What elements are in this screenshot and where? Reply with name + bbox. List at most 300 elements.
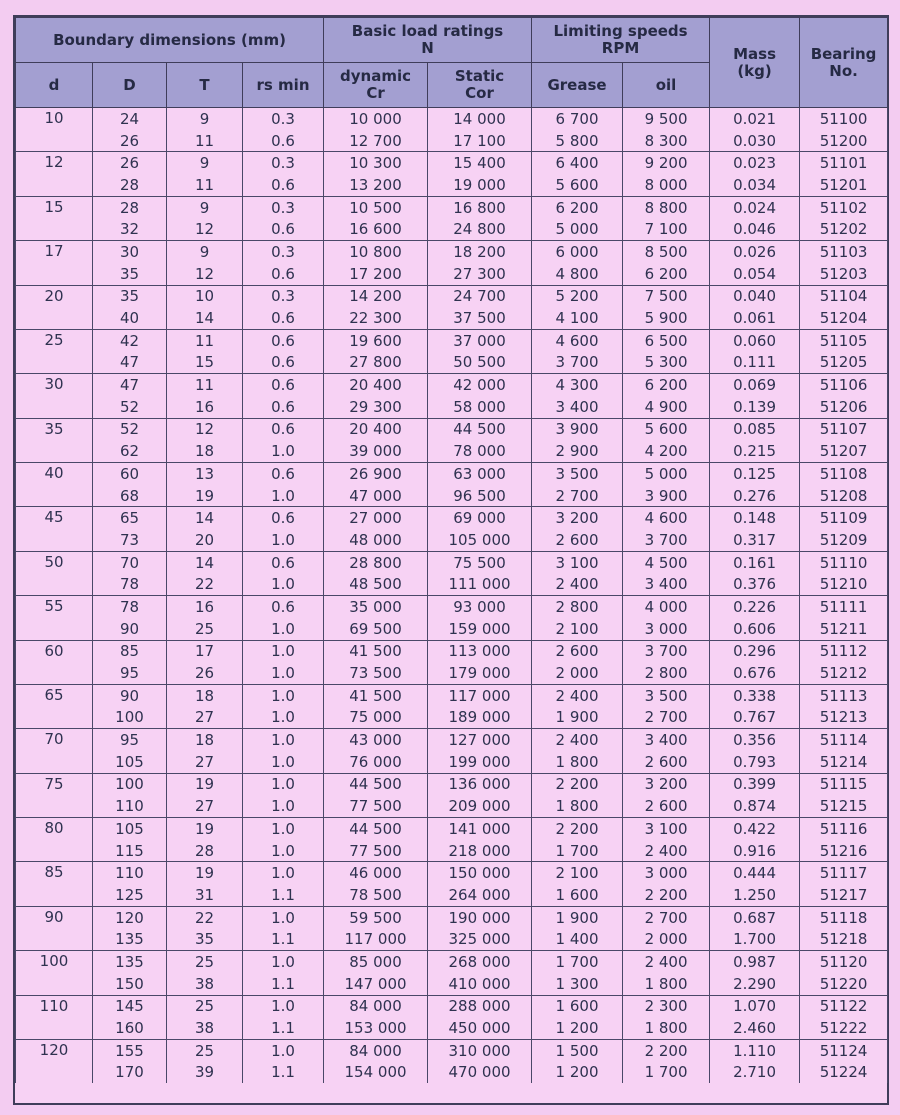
cell-static-rating: 190 000 (428, 906, 532, 928)
cell-dynamic-rating: 10 300 (324, 152, 428, 174)
cell-outer-diameter: 78 (93, 573, 167, 595)
cell-static-rating: 14 000 (428, 108, 532, 130)
cell-height: 9 (167, 152, 243, 174)
cell-static-rating: 325 000 (428, 928, 532, 950)
cell-mass: 0.139 (710, 396, 800, 418)
table-row (16, 463, 888, 485)
cell-mass: 0.276 (710, 485, 800, 507)
cell-rs-min: 1.0 (243, 729, 324, 751)
cell-oil-speed: 8 800 (623, 196, 710, 218)
cell-rs-min: 1.1 (243, 884, 324, 906)
cell-rs-min: 1.0 (243, 662, 324, 684)
header-dynamic-title: dynamic (340, 67, 411, 85)
cell-height: 18 (167, 684, 243, 706)
cell-rs-min: 1.0 (243, 906, 324, 928)
header-d: d (16, 63, 93, 108)
cell-oil-speed: 3 400 (623, 729, 710, 751)
cell-outer-diameter: 160 (93, 1017, 167, 1039)
cell-dynamic-rating: 77 500 (324, 840, 428, 862)
cell-height: 25 (167, 1039, 243, 1061)
cell-bearing-number: 51113 (800, 684, 888, 706)
cell-bearing-number: 51201 (800, 174, 888, 196)
cell-grease-speed: 2 400 (532, 729, 623, 751)
table-row (16, 795, 888, 817)
cell-static-rating: 150 000 (428, 862, 532, 884)
cell-bearing-number: 51214 (800, 751, 888, 773)
table-row (16, 751, 888, 773)
header-grease: Grease (532, 63, 623, 108)
cell-mass: 0.069 (710, 374, 800, 396)
cell-bearing-number: 51202 (800, 218, 888, 240)
cell-static-rating: 136 000 (428, 773, 532, 795)
cell-dynamic-rating: 27 000 (324, 507, 428, 529)
cell-mass: 0.024 (710, 196, 800, 218)
table-header (16, 18, 888, 108)
cell-mass: 0.226 (710, 596, 800, 618)
cell-bearing-number: 51209 (800, 529, 888, 551)
cell-oil-speed: 2 600 (623, 795, 710, 817)
cell-dynamic-rating: 48 500 (324, 573, 428, 595)
cell-height: 22 (167, 573, 243, 595)
cell-grease-speed: 3 200 (532, 507, 623, 529)
cell-grease-speed: 4 300 (532, 374, 623, 396)
cell-oil-speed: 4 600 (623, 507, 710, 529)
cell-outer-diameter: 95 (93, 729, 167, 751)
cell-dynamic-rating: 44 500 (324, 773, 428, 795)
cell-mass: 0.030 (710, 130, 800, 152)
table-row (16, 640, 888, 662)
cell-rs-min: 0.6 (243, 263, 324, 285)
cell-bearing-number: 51104 (800, 285, 888, 307)
cell-grease-speed: 2 400 (532, 573, 623, 595)
cell-outer-diameter: 35 (93, 285, 167, 307)
cell-outer-diameter: 90 (93, 618, 167, 640)
cell-bearing-number: 51215 (800, 795, 888, 817)
cell-mass: 0.125 (710, 463, 800, 485)
cell-height: 31 (167, 884, 243, 906)
header-basic-load-ratings (324, 18, 532, 63)
cell-bore-d: 65 (16, 684, 93, 728)
cell-bearing-number: 51109 (800, 507, 888, 529)
cell-rs-min: 1.1 (243, 1017, 324, 1039)
table-row (16, 174, 888, 196)
cell-outer-diameter: 155 (93, 1039, 167, 1061)
cell-bearing-number: 51106 (800, 374, 888, 396)
header-speed-unit: RPM (601, 39, 640, 57)
cell-bearing-number: 51217 (800, 884, 888, 906)
cell-static-rating: 111 000 (428, 573, 532, 595)
table-row (16, 108, 888, 130)
cell-oil-speed: 3 100 (623, 818, 710, 840)
cell-static-rating: 105 000 (428, 529, 532, 551)
cell-static-rating: 199 000 (428, 751, 532, 773)
cell-rs-min: 0.6 (243, 218, 324, 240)
table-row (16, 418, 888, 440)
cell-mass: 0.793 (710, 751, 800, 773)
cell-mass: 0.061 (710, 307, 800, 329)
cell-outer-diameter: 26 (93, 130, 167, 152)
cell-oil-speed: 3 500 (623, 684, 710, 706)
cell-bearing-number: 51108 (800, 463, 888, 485)
cell-mass: 0.215 (710, 440, 800, 462)
cell-rs-min: 1.0 (243, 640, 324, 662)
cell-dynamic-rating: 69 500 (324, 618, 428, 640)
cell-height: 12 (167, 218, 243, 240)
cell-oil-speed: 7 500 (623, 285, 710, 307)
cell-bearing-number: 51122 (800, 995, 888, 1017)
cell-oil-speed: 7 100 (623, 218, 710, 240)
header-mass-unit: (kg) (737, 61, 772, 80)
cell-oil-speed: 5 300 (623, 352, 710, 374)
cell-grease-speed: 1 500 (532, 1039, 623, 1061)
table-row (16, 618, 888, 640)
header-height: T (167, 63, 243, 108)
table-row (16, 263, 888, 285)
cell-rs-min: 0.6 (243, 352, 324, 374)
cell-static-rating: 16 800 (428, 196, 532, 218)
cell-bearing-number: 51117 (800, 862, 888, 884)
table-row (16, 773, 888, 795)
cell-bearing-number: 51212 (800, 662, 888, 684)
cell-bore-d: 120 (16, 1039, 93, 1083)
cell-dynamic-rating: 27 800 (324, 352, 428, 374)
cell-height: 25 (167, 618, 243, 640)
cell-static-rating: 18 200 (428, 241, 532, 263)
cell-bearing-number: 51107 (800, 418, 888, 440)
cell-dynamic-rating: 20 400 (324, 374, 428, 396)
cell-rs-min: 1.0 (243, 440, 324, 462)
cell-mass: 0.874 (710, 795, 800, 817)
cell-dynamic-rating: 22 300 (324, 307, 428, 329)
table-row (16, 906, 888, 928)
cell-outer-diameter: 150 (93, 973, 167, 995)
cell-rs-min: 1.0 (243, 951, 324, 973)
table-body (16, 108, 888, 1084)
cell-oil-speed: 4 500 (623, 551, 710, 573)
cell-height: 14 (167, 551, 243, 573)
cell-dynamic-rating: 43 000 (324, 729, 428, 751)
cell-outer-diameter: 110 (93, 862, 167, 884)
cell-grease-speed: 5 800 (532, 130, 623, 152)
cell-static-rating: 218 000 (428, 840, 532, 862)
header-load-title: Basic load ratings (351, 22, 504, 40)
cell-outer-diameter: 120 (93, 906, 167, 928)
cell-dynamic-rating: 10 500 (324, 196, 428, 218)
cell-outer-diameter: 62 (93, 440, 167, 462)
cell-bore-d: 30 (16, 374, 93, 418)
cell-rs-min: 1.0 (243, 618, 324, 640)
cell-height: 16 (167, 596, 243, 618)
cell-bearing-number: 51207 (800, 440, 888, 462)
cell-oil-speed: 3 000 (623, 862, 710, 884)
cell-height: 18 (167, 729, 243, 751)
cell-static-rating: 410 000 (428, 973, 532, 995)
bearing-spec-table (15, 17, 888, 1083)
cell-height: 17 (167, 640, 243, 662)
cell-height: 9 (167, 108, 243, 130)
cell-mass: 0.161 (710, 551, 800, 573)
cell-oil-speed: 6 200 (623, 263, 710, 285)
cell-static-rating: 96 500 (428, 485, 532, 507)
cell-grease-speed: 3 400 (532, 396, 623, 418)
table-row (16, 352, 888, 374)
cell-dynamic-rating: 46 000 (324, 862, 428, 884)
cell-oil-speed: 3 700 (623, 640, 710, 662)
cell-dynamic-rating: 41 500 (324, 684, 428, 706)
cell-height: 14 (167, 307, 243, 329)
cell-dynamic-rating: 29 300 (324, 396, 428, 418)
cell-bearing-number: 51103 (800, 241, 888, 263)
cell-rs-min: 0.6 (243, 463, 324, 485)
cell-dynamic-rating: 48 000 (324, 529, 428, 551)
header-static (428, 63, 532, 108)
cell-outer-diameter: 68 (93, 485, 167, 507)
cell-grease-speed: 6 400 (532, 152, 623, 174)
cell-static-rating: 127 000 (428, 729, 532, 751)
cell-grease-speed: 2 200 (532, 773, 623, 795)
cell-height: 12 (167, 418, 243, 440)
cell-oil-speed: 8 000 (623, 174, 710, 196)
cell-rs-min: 0.3 (243, 196, 324, 218)
cell-rs-min: 1.0 (243, 529, 324, 551)
cell-outer-diameter: 100 (93, 773, 167, 795)
cell-outer-diameter: 70 (93, 551, 167, 573)
cell-static-rating: 117 000 (428, 684, 532, 706)
table-row (16, 285, 888, 307)
cell-rs-min: 1.0 (243, 795, 324, 817)
cell-outer-diameter: 32 (93, 218, 167, 240)
cell-outer-diameter: 145 (93, 995, 167, 1017)
cell-outer-diameter: 65 (93, 507, 167, 529)
cell-static-rating: 189 000 (428, 707, 532, 729)
cell-mass: 0.296 (710, 640, 800, 662)
cell-mass: 0.148 (710, 507, 800, 529)
cell-static-rating: 470 000 (428, 1062, 532, 1084)
cell-mass: 1.110 (710, 1039, 800, 1061)
header-mass (710, 18, 800, 108)
cell-outer-diameter: 35 (93, 263, 167, 285)
cell-grease-speed: 2 800 (532, 596, 623, 618)
cell-bearing-number: 51206 (800, 396, 888, 418)
cell-oil-speed: 2 600 (623, 751, 710, 773)
cell-mass: 0.111 (710, 352, 800, 374)
cell-rs-min: 0.6 (243, 396, 324, 418)
table-row (16, 329, 888, 351)
cell-rs-min: 0.6 (243, 374, 324, 396)
cell-grease-speed: 4 600 (532, 329, 623, 351)
cell-bore-d: 85 (16, 862, 93, 906)
cell-static-rating: 78 000 (428, 440, 532, 462)
cell-grease-speed: 1 600 (532, 884, 623, 906)
cell-oil-speed: 2 300 (623, 995, 710, 1017)
cell-grease-speed: 2 100 (532, 862, 623, 884)
cell-outer-diameter: 52 (93, 396, 167, 418)
cell-rs-min: 0.3 (243, 152, 324, 174)
cell-grease-speed: 1 900 (532, 707, 623, 729)
cell-oil-speed: 4 000 (623, 596, 710, 618)
table-row (16, 573, 888, 595)
cell-dynamic-rating: 44 500 (324, 818, 428, 840)
cell-outer-diameter: 40 (93, 307, 167, 329)
cell-outer-diameter: 105 (93, 818, 167, 840)
cell-mass: 0.687 (710, 906, 800, 928)
table-row (16, 307, 888, 329)
cell-oil-speed: 9 200 (623, 152, 710, 174)
cell-outer-diameter: 105 (93, 751, 167, 773)
cell-bearing-number: 51116 (800, 818, 888, 840)
cell-bearing-number: 51204 (800, 307, 888, 329)
cell-mass: 0.338 (710, 684, 800, 706)
cell-rs-min: 1.0 (243, 995, 324, 1017)
cell-bore-d: 90 (16, 906, 93, 950)
cell-grease-speed: 3 900 (532, 418, 623, 440)
cell-bore-d: 20 (16, 285, 93, 329)
cell-rs-min: 0.6 (243, 596, 324, 618)
cell-height: 14 (167, 507, 243, 529)
cell-dynamic-rating: 41 500 (324, 640, 428, 662)
cell-grease-speed: 1 800 (532, 751, 623, 773)
cell-dynamic-rating: 147 000 (324, 973, 428, 995)
cell-rs-min: 1.0 (243, 707, 324, 729)
header-mass-title: Mass (733, 44, 776, 63)
cell-height: 9 (167, 241, 243, 263)
table-row (16, 152, 888, 174)
cell-static-rating: 450 000 (428, 1017, 532, 1039)
cell-grease-speed: 6 200 (532, 196, 623, 218)
cell-bore-d: 110 (16, 995, 93, 1039)
cell-dynamic-rating: 16 600 (324, 218, 428, 240)
cell-grease-speed: 1 800 (532, 795, 623, 817)
cell-static-rating: 50 500 (428, 352, 532, 374)
cell-bore-d: 15 (16, 196, 93, 240)
cell-static-rating: 93 000 (428, 596, 532, 618)
cell-oil-speed: 4 200 (623, 440, 710, 462)
cell-static-rating: 44 500 (428, 418, 532, 440)
cell-height: 11 (167, 130, 243, 152)
cell-mass: 0.040 (710, 285, 800, 307)
cell-bearing-number: 51222 (800, 1017, 888, 1039)
cell-static-rating: 37 500 (428, 307, 532, 329)
cell-dynamic-rating: 85 000 (324, 951, 428, 973)
cell-grease-speed: 2 200 (532, 818, 623, 840)
cell-outer-diameter: 73 (93, 529, 167, 551)
cell-rs-min: 1.0 (243, 773, 324, 795)
table-row (16, 130, 888, 152)
table-row (16, 884, 888, 906)
cell-grease-speed: 3 100 (532, 551, 623, 573)
cell-bearing-number: 51216 (800, 840, 888, 862)
cell-oil-speed: 2 200 (623, 884, 710, 906)
cell-mass: 1.070 (710, 995, 800, 1017)
cell-mass: 1.700 (710, 928, 800, 950)
cell-dynamic-rating: 78 500 (324, 884, 428, 906)
cell-rs-min: 1.0 (243, 485, 324, 507)
cell-bearing-number: 51118 (800, 906, 888, 928)
cell-oil-speed: 2 700 (623, 906, 710, 928)
cell-dynamic-rating: 28 800 (324, 551, 428, 573)
header-boundary-dimensions: Boundary dimensions (mm) (16, 18, 324, 63)
table-row (16, 684, 888, 706)
cell-outer-diameter: 115 (93, 840, 167, 862)
cell-grease-speed: 1 900 (532, 906, 623, 928)
cell-mass: 0.767 (710, 707, 800, 729)
cell-static-rating: 24 700 (428, 285, 532, 307)
cell-oil-speed: 1 700 (623, 1062, 710, 1084)
cell-grease-speed: 5 200 (532, 285, 623, 307)
cell-rs-min: 0.6 (243, 418, 324, 440)
cell-dynamic-rating: 76 000 (324, 751, 428, 773)
cell-bore-d: 55 (16, 596, 93, 640)
cell-rs-min: 1.0 (243, 751, 324, 773)
cell-height: 27 (167, 751, 243, 773)
cell-static-rating: 37 000 (428, 329, 532, 351)
cell-static-rating: 42 000 (428, 374, 532, 396)
bearing-table-frame (13, 15, 889, 1105)
cell-bearing-number: 51102 (800, 196, 888, 218)
cell-dynamic-rating: 39 000 (324, 440, 428, 462)
cell-height: 11 (167, 329, 243, 351)
cell-bearing-number: 51101 (800, 152, 888, 174)
cell-rs-min: 0.6 (243, 174, 324, 196)
cell-static-rating: 69 000 (428, 507, 532, 529)
cell-dynamic-rating: 75 000 (324, 707, 428, 729)
cell-mass: 0.916 (710, 840, 800, 862)
cell-oil-speed: 3 000 (623, 618, 710, 640)
table-row (16, 1039, 888, 1061)
cell-oil-speed: 1 800 (623, 973, 710, 995)
cell-bore-d: 12 (16, 152, 93, 196)
cell-oil-speed: 3 700 (623, 529, 710, 551)
cell-bore-d: 45 (16, 507, 93, 551)
table-row (16, 928, 888, 950)
cell-outer-diameter: 30 (93, 241, 167, 263)
cell-grease-speed: 1 700 (532, 951, 623, 973)
cell-height: 35 (167, 928, 243, 950)
cell-oil-speed: 2 400 (623, 951, 710, 973)
cell-height: 28 (167, 840, 243, 862)
cell-grease-speed: 5 600 (532, 174, 623, 196)
cell-bearing-number: 51210 (800, 573, 888, 595)
cell-mass: 0.023 (710, 152, 800, 174)
cell-outer-diameter: 135 (93, 951, 167, 973)
table-row (16, 396, 888, 418)
cell-oil-speed: 5 900 (623, 307, 710, 329)
header-rs-min: rs min (243, 63, 324, 108)
cell-oil-speed: 2 700 (623, 707, 710, 729)
cell-dynamic-rating: 153 000 (324, 1017, 428, 1039)
cell-dynamic-rating: 84 000 (324, 995, 428, 1017)
header-speed-title: Limiting speeds (553, 22, 688, 40)
cell-oil-speed: 1 800 (623, 1017, 710, 1039)
cell-outer-diameter: 60 (93, 463, 167, 485)
cell-oil-speed: 2 000 (623, 928, 710, 950)
table-row (16, 507, 888, 529)
cell-mass: 0.606 (710, 618, 800, 640)
cell-rs-min: 1.1 (243, 1062, 324, 1084)
cell-oil-speed: 5 600 (623, 418, 710, 440)
cell-outer-diameter: 28 (93, 174, 167, 196)
cell-bore-d: 75 (16, 773, 93, 817)
cell-grease-speed: 4 800 (532, 263, 623, 285)
cell-oil-speed: 8 500 (623, 241, 710, 263)
cell-height: 9 (167, 196, 243, 218)
cell-mass: 2.710 (710, 1062, 800, 1084)
table-row (16, 818, 888, 840)
cell-rs-min: 1.0 (243, 573, 324, 595)
cell-outer-diameter: 47 (93, 374, 167, 396)
cell-dynamic-rating: 154 000 (324, 1062, 428, 1084)
cell-outer-diameter: 85 (93, 640, 167, 662)
